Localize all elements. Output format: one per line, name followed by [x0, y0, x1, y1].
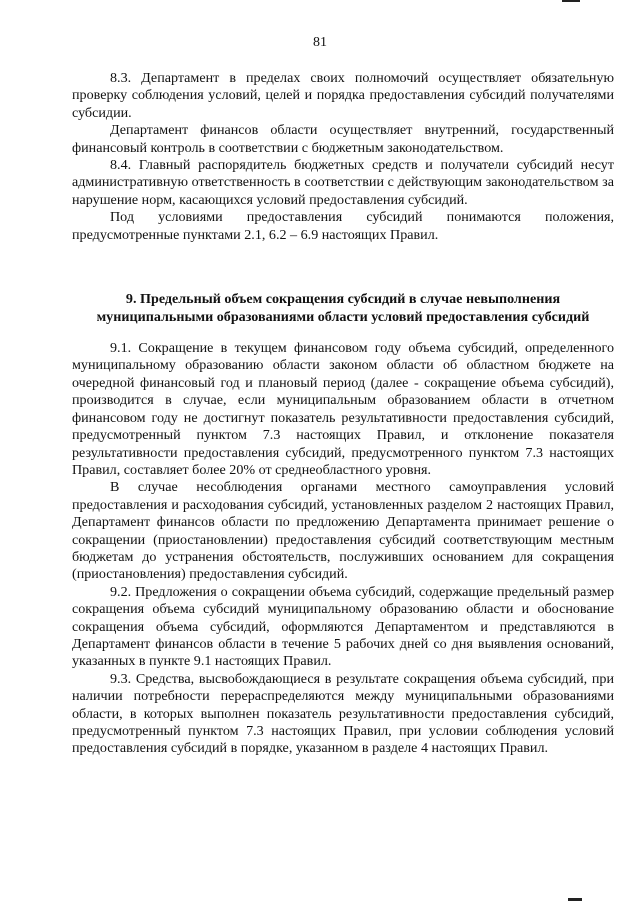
scan-mark-bottom — [568, 898, 582, 901]
page-number: 81 — [313, 35, 327, 50]
section-heading-line-2: муниципальными образованиями области условий предоставления субсидий — [96, 309, 590, 326]
paragraph-noncompliance: В случае несоблюдения органами местного самоуправления условий предоставления и расходования субсидий, установленных разделом 2 настоящих Правил, Департамент финансов области по предложению Департамента принимает решение о сокращении (приостановлении) предоставления субсидий соответствующим местным бюджетам до устранения обстоятельств, послуживших основанием для сокращения (приостановления) предоставления субсидий. — [72, 479, 614, 583]
scan-mark-top — [562, 0, 580, 2]
paragraph-8-4: 8.4. Главный распорядитель бюджетных средств и получатели субсидий несут административную ответственность в соответствии с действующим законодательством за нарушение норм, касающихся условий предоставления субсидий. — [72, 157, 614, 208]
paragraph-conditions-definition: Под условиями предоставления субсидий понимаются положения, предусмотренные пунктами 2.1, 6.2 – 6.9 настоящих Правил. — [72, 209, 614, 243]
section-heading-line-1: 9. Предельный объем сокращения субсидий в случае невыполнения — [125, 291, 561, 308]
paragraph-finance-control: Департамент финансов области осуществляет внутренний, государственный финансовый контроль в соответствии с бюджетным законодательством. — [72, 122, 614, 156]
paragraph-9-2: 9.2. Предложения о сокращении объема субсидий, содержащие предельный размер сокращения объема субсидий муниципальному образованию области и обоснование сокращения объема субсидий, оформляются Департаментом и представляются в Департамент финансов области в течение 5 рабочих дней со дня выявления оснований, указанных в пункте 9.1 настоящих Правил. — [72, 583, 614, 670]
paragraph-9-1: 9.1. Сокращение в текущем финансовом году объема субсидий, определенного муниципальному образованию области законом области об областном бюджете на очередной финансовый год и плановый период (далее - сокращение объема субсидий), производится в случае, если муниципальным образованием области в отчетном финансовом году не достигнут показатель результативности предоставления субсидий, предусмотренный пунктом 7.3 настоящих Правил, и отклонение показателя результативности предоставления субсидий, предусмотренного пунктом 7.3 настоящих Правил, составляет более 20% от среднеобластного уровня. — [72, 340, 614, 478]
paragraph-9-3: 9.3. Средства, высвобождающиеся в результате сокращения объема субсидий, при наличии потребности перераспределяются между муниципальными образованиями области, в которых выполнен показатель результативности предоставления субсидий, предусмотренный пунктом 7.3 настоящих Правил, при условии соблюдения условий предоставления субсидий в порядке, указанном в разделе 4 настоящих Правил. — [72, 670, 614, 757]
section-9-heading — [72, 290, 614, 326]
paragraph-8-3: 8.3. Департамент в пределах своих полномочий осуществляет обязательную проверку соблюдения условий, целей и порядка предоставления субсидий получателями субсидии. — [72, 70, 614, 121]
document-body — [72, 70, 614, 758]
